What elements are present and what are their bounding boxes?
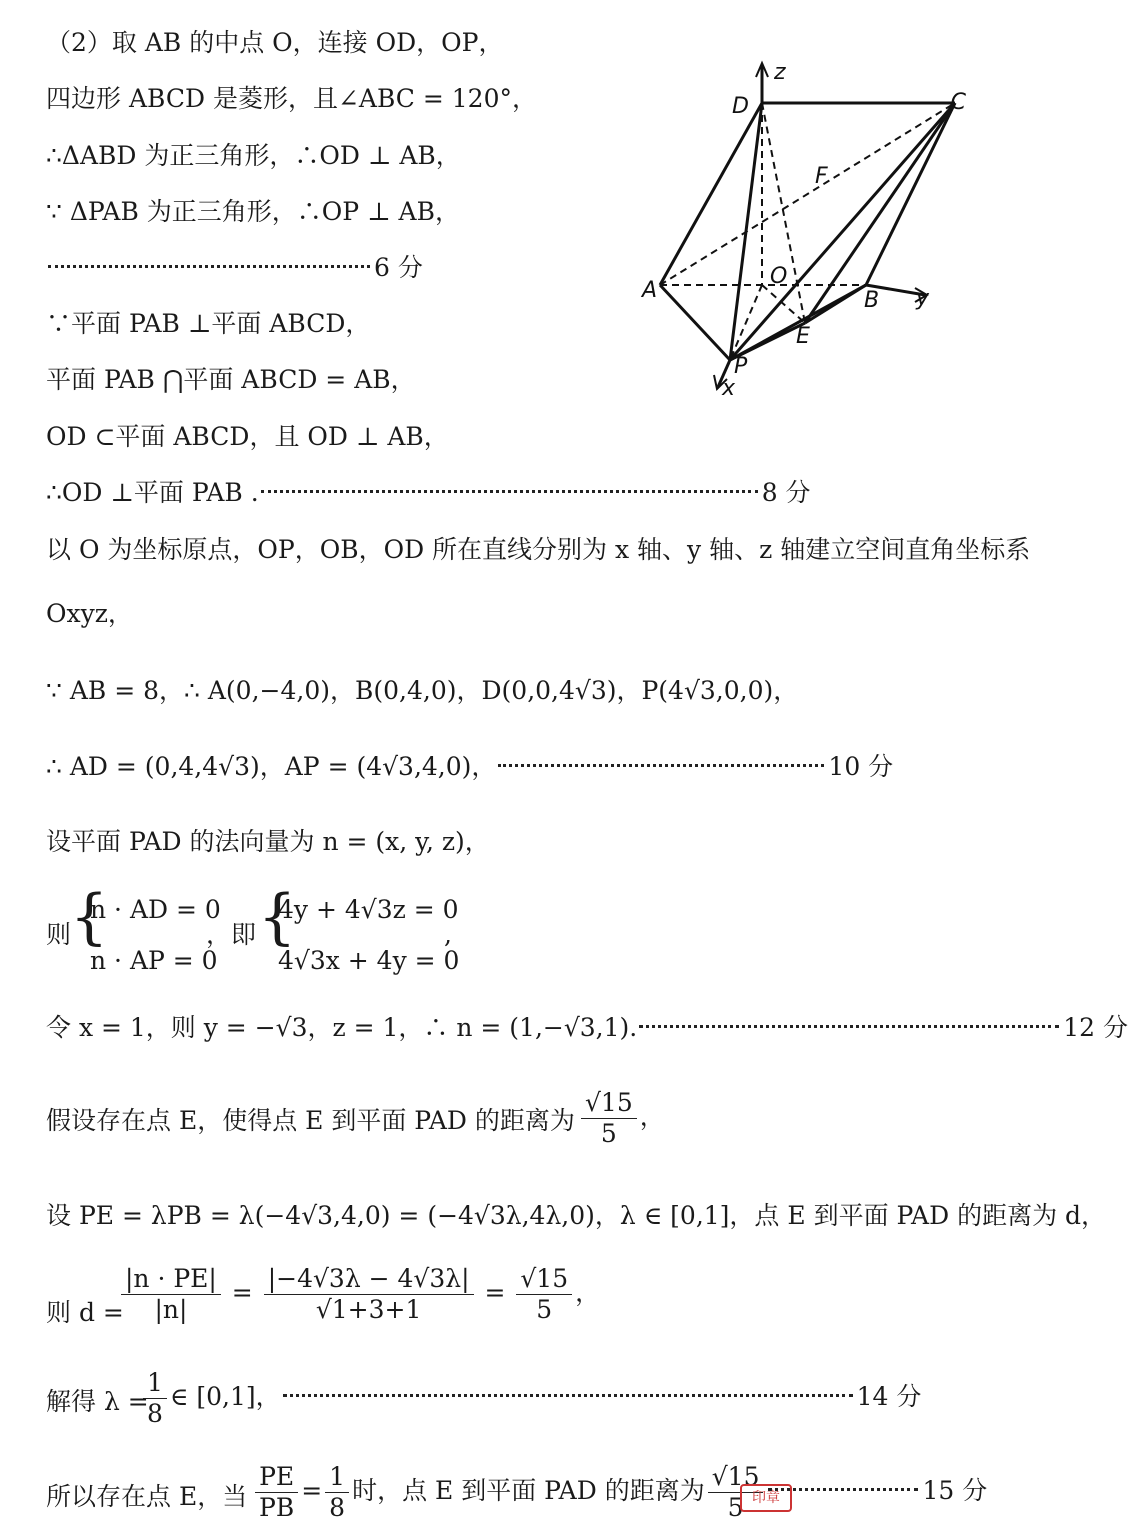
text-line-7: OD ⊂平面 ABCD，且 OD ⊥ AB， [46, 422, 449, 451]
pb-den: PB [259, 1493, 295, 1522]
equation-b: n · AP = 0 [90, 946, 218, 975]
distance-formula-prefix: 则 d = [46, 1298, 124, 1327]
dist-num-1: |n · PE| [121, 1264, 221, 1295]
text-line-19-prefix: 解得 λ = [46, 1387, 149, 1416]
label-E: E [796, 324, 810, 349]
text-line-12 [46, 750, 893, 784]
lambda-suffix: ∈ [0,1]， [169, 1382, 281, 1411]
text-line-16 [46, 1104, 575, 1138]
score-15: 15 分 [922, 1476, 988, 1505]
final-den-8: 8 [329, 1493, 346, 1522]
score-12: 12 分 [1063, 1013, 1128, 1042]
stamp-seal: 印章 [740, 1484, 792, 1512]
dist-num-3: √15 [516, 1264, 572, 1295]
distance-formula: $\frac{|n \cdot PE|}{|n|}$ = $\frac{|-4√3\lambda - 4√3\lambda|}{√1+3+1}$ = $\frac{√15}{5}$ ， [118, 1264, 600, 1325]
text-line-17: 设 PE = λPB = λ(−4√3,4,0) = (−4√3λ,4λ,0)，λ ∈ [0,1]，点 E 到平面 PAD 的距离为 d， [46, 1201, 1107, 1230]
dist-den-3: 5 [536, 1295, 553, 1324]
score-6: 6 分 [374, 253, 423, 282]
text-line-11: ∵ AB = 8，∴ A(0,−4,0)，B(0,4,0)，D(0,0,4√3)，P(4√3,0,0)， [46, 676, 799, 705]
equation-prefix: 则 [46, 920, 72, 949]
text-line-16-body: 假设存在点 E，使得点 E 到平面 PAD 的距离为 [46, 1106, 575, 1135]
fraction-num: √15 [581, 1088, 637, 1119]
pe-num: PE [255, 1462, 298, 1493]
text-line-13: 设平面 PAD 的法向量为 n = (x, y, z)， [46, 827, 490, 856]
equation-comma: , [444, 920, 452, 949]
text-line-10: Oxyz， [46, 599, 133, 628]
score-line-6 [46, 251, 423, 285]
label-O: O [770, 264, 788, 289]
text-line-12-body: ∴ AD = (0,4,4√3)，AP = (4√3,4,0)， [46, 752, 497, 781]
label-F: F [815, 164, 828, 189]
fraction-den: 5 [600, 1119, 617, 1148]
label-A: A [642, 278, 658, 303]
dist-num-2: |−4√3λ − 4√3λ| [264, 1264, 474, 1295]
label-P: P [734, 354, 748, 379]
fraction-sqrt15-over-5: $\frac{√15}{5}$ ， [578, 1088, 665, 1149]
label-C: C [950, 90, 966, 115]
label-B: B [864, 288, 880, 313]
text-line-15-body: 令 x = 1，则 y = −√3，z = 1，∴ n = (1,−√3,1). [46, 1013, 638, 1042]
label-z: z [774, 60, 786, 85]
text-line-8 [46, 476, 811, 510]
geometry-figure [630, 55, 966, 401]
final-mid: 时，点 E 到平面 PAD 的距离为 [352, 1476, 705, 1505]
text-line-9: 以 O 为坐标原点，OP，OB，OD 所在直线分别为 x 轴、y 轴、z 轴建立空间直角坐标系 [46, 535, 1031, 564]
final-line [252, 1462, 987, 1523]
dist-den-1: |n| [154, 1295, 188, 1324]
equation-c: 4y + 4√3z = 0 [278, 895, 459, 924]
text-line-8-body: ∴OD ⊥平面 PAB . [46, 478, 259, 507]
equation-a: n · AD = 0 [90, 895, 221, 924]
left-brace-2: { [258, 882, 297, 952]
equation-mid: ，即 [206, 920, 257, 949]
text-line-3: ∴ΔABD 为正三角形，∴OD ⊥ AB， [46, 141, 461, 170]
score-10: 10 分 [828, 752, 894, 781]
text-line-6: 平面 PAB ⋂平面 ABCD = AB， [46, 365, 416, 394]
text-line-1: （2）取 AB 的中点 O，连接 OD，OP， [46, 28, 504, 57]
final-eq: = [301, 1476, 323, 1505]
text-line-4: ∵ ΔPAB 为正三角形，∴OP ⊥ AB， [46, 197, 460, 226]
lambda-fraction [140, 1368, 921, 1429]
final-num-1: 1 [325, 1462, 349, 1493]
left-brace-1: { [70, 882, 109, 952]
text-line-2: 四边形 ABCD 是菱形，且∠ABC = 120°， [46, 84, 537, 113]
label-y: y [916, 286, 930, 311]
dist-den-2: √1+3+1 [315, 1295, 422, 1324]
lambda-num: 1 [143, 1368, 167, 1399]
label-D: D [732, 94, 749, 119]
lambda-den: 8 [147, 1399, 163, 1428]
score-14: 14 分 [856, 1382, 922, 1411]
text-line-20-prefix: 所以存在点 E，当 [46, 1482, 248, 1511]
equation-d: 4√3x + 4y = 0 [278, 946, 460, 975]
label-x: x [722, 376, 736, 401]
text-line-5: ∵平面 PAB ⊥平面 ABCD， [46, 309, 371, 338]
final-sqrt15: √15 [708, 1462, 764, 1493]
score-8: 8 分 [761, 478, 811, 507]
text-line-15 [46, 1011, 1128, 1045]
final-den-5: 5 [727, 1493, 744, 1522]
